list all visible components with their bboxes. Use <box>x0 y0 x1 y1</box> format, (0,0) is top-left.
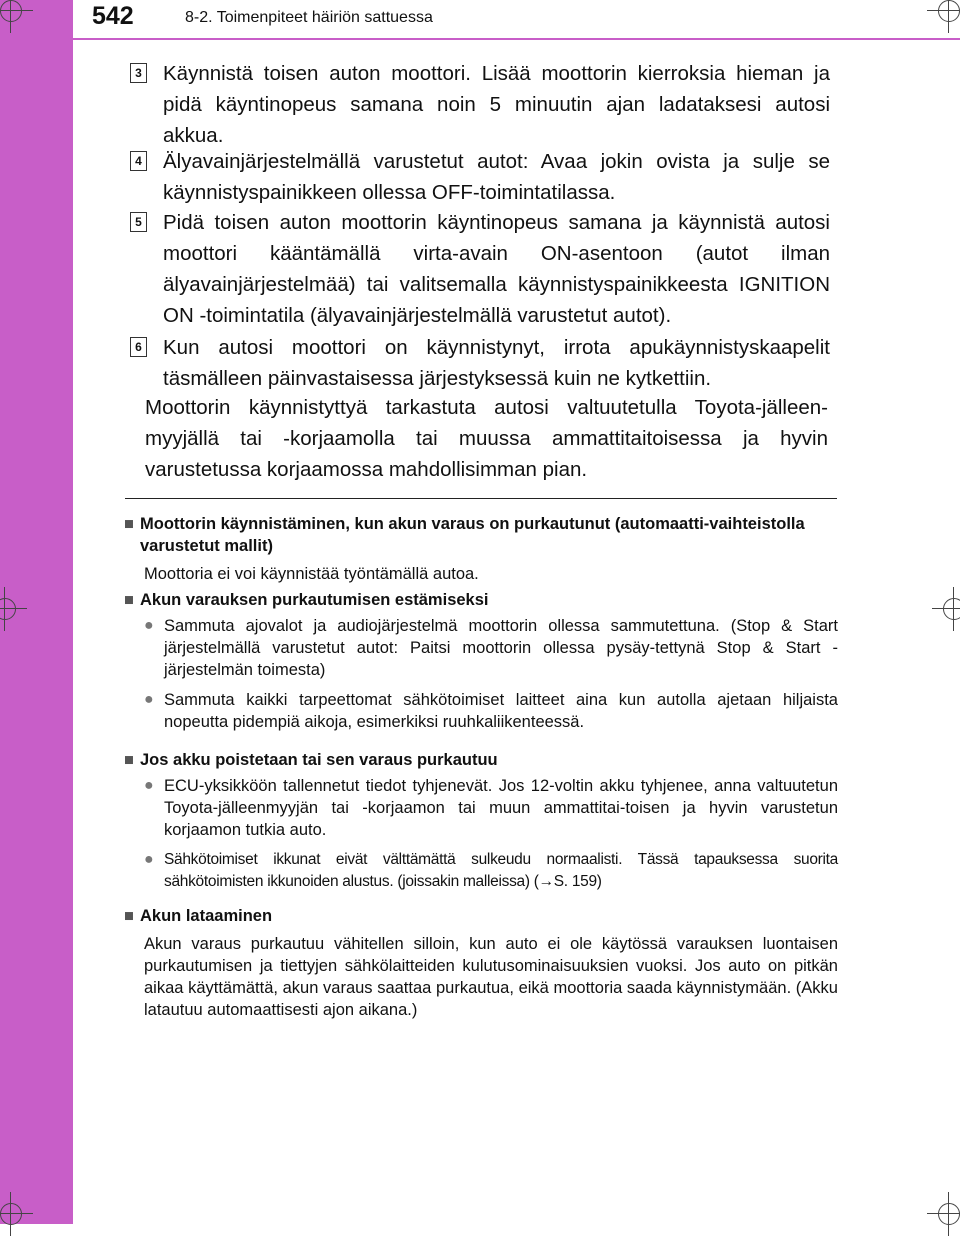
list-item-text: Sammuta kaikki tarpeettomat sähkötoimiset laitteet aina kun autolla ajetaan hiljaista nopeutta pidempiä aikoja, esimerkiksi ruuhkaliikenteessä. <box>164 691 838 731</box>
bullet-dot-icon: ● <box>144 691 154 708</box>
step-5 <box>130 207 830 331</box>
step-text: Älyavainjärjestelmällä varustetut autot: Avaa jokin ovista ja sulje se käynnistyspainikkeen ollessa OFF-toimintatilassa. <box>163 150 830 204</box>
square-bullet-icon: ■ <box>124 751 134 769</box>
step-number-badge: 4 <box>130 151 147 171</box>
list-item <box>144 849 838 893</box>
bullet-dot-icon: ● <box>144 617 154 634</box>
list-item <box>144 775 838 841</box>
step-number-badge: 5 <box>130 212 147 232</box>
header-rule <box>73 38 960 40</box>
crop-mark-icon <box>938 0 960 22</box>
page-number: 542 <box>92 2 134 30</box>
list-item-text: Sähkötoimiset ikkunat eivät välttämättä sulkeudu normaalisti. Tässä tapauksessa suorita sähkötoimisten ikkunoiden alustus. (joissakin malleissa) (→S. 159) <box>164 851 838 890</box>
list-item <box>144 615 838 681</box>
bullet-dot-icon: ● <box>144 851 154 868</box>
crop-mark-icon <box>938 1203 960 1225</box>
square-bullet-icon: ■ <box>124 515 134 533</box>
square-bullet-icon: ■ <box>124 591 134 609</box>
list-item-text: Sammuta ajovalot ja audiojärjestelmä moottorin ollessa sammutettuna. (Stop & Start järjestelmällä varustetut autot: Paitsi moottorin ollessa pysäy-tettynä Stop & Start -järjestelmän toimesta) <box>164 617 838 679</box>
note-block <box>124 513 838 585</box>
note-body: Moottoria ei voi käynnistää työntämällä autoa. <box>144 565 479 583</box>
step-number-badge: 3 <box>130 63 147 83</box>
closing-paragraph: Moottorin käynnistyttyä tarkastuta autosi valtuutetulla Toyota-jälleen-myyjällä tai -korjaamolla tai muussa ammattitaitoisessa ja hyvin varustetussa korjaamossa mahdollisimman pian. <box>145 396 828 481</box>
crop-mark-icon <box>0 1203 22 1225</box>
note-heading: Akun varauksen purkautumisen estämiseksi <box>140 591 489 609</box>
list-item <box>144 689 838 733</box>
note-block <box>124 749 838 893</box>
step-3 <box>130 58 830 151</box>
step-text: Kun autosi moottori on käynnistynyt, irrota apukäynnistyskaapelit täsmälleen päinvastaisessa järjestyksessä kuin ne kytkettiin. <box>163 336 830 390</box>
note-block <box>124 589 838 733</box>
note-block <box>124 905 838 1021</box>
note-heading: Moottorin käynnistäminen, kun akun varaus on purkautunut (automaatti-vaihteistolla varustetut mallit) <box>140 515 805 555</box>
crop-mark-icon <box>0 0 22 22</box>
note-heading: Akun lataaminen <box>140 907 273 925</box>
bullet-dot-icon: ● <box>144 777 154 794</box>
step-number-badge: 6 <box>130 337 147 357</box>
square-bullet-icon: ■ <box>124 907 134 925</box>
step-text: Käynnistä toisen auton moottori. Lisää moottorin kierroksia hieman ja pidä käyntinopeus samana noin 5 minuutin ajan ladataksesi autosi akkua. <box>163 62 830 147</box>
list-item-text: ECU-yksikköön tallennetut tiedot tyhjenevät. Jos 12-voltin akku tyhjenee, anna valtuutetun Toyota-jälleenmyyjän tai -korjaamon tai muun ammattitai-toisen ja hyvin varustetun korjaamon tutkia auto. <box>164 777 838 839</box>
step-text: Pidä toisen auton moottorin käyntinopeus samana ja käynnistä autosi moottori kääntämällä virta-avain ON-asentoon (autot ilman älyavainjärjestelmää) tai valitsemalla käynnistyspainikkeesta IGNITION ON -toimintatila (älyavainjärjestelmällä varustetut autot). <box>163 211 830 327</box>
crop-mark-icon <box>943 598 960 620</box>
note-heading: Jos akku poistetaan tai sen varaus purkautuu <box>140 751 498 769</box>
section-divider <box>125 498 837 499</box>
step-4 <box>130 146 830 208</box>
step-6 <box>130 332 830 394</box>
note-body: Akun varaus purkautuu vähitellen silloin, kun auto ei ole käytössä varauksen luontaisen purkautumisen ja tiettyjen sähkölaitteiden kulutusominaisuuksien vuoksi. Jos auto on pitkän aikaa käyttämättä, akun varaus saattaa purkautua, eikä moottoria saada käynnistymään. (Akku latautuu automaattisesti ajon aikana.) <box>144 935 838 1019</box>
section-title: 8-2. Toimenpiteet häiriön sattuessa <box>185 9 433 26</box>
